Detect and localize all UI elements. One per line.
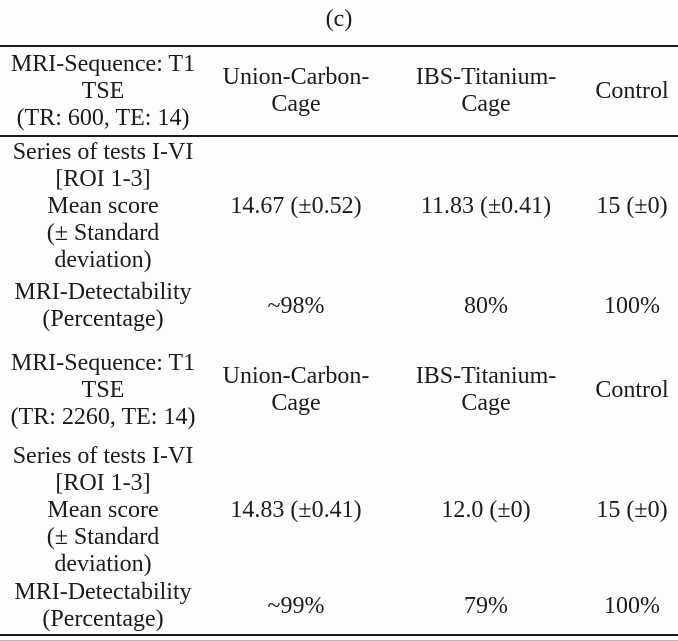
row-label-line: deviation) <box>54 551 152 577</box>
column-header-line: Control <box>595 376 669 403</box>
row-label-line: (± Standard <box>46 524 160 550</box>
column-header-line: IBS-Titanium- <box>415 64 557 90</box>
sequence-header-cell <box>0 51 206 132</box>
mean-score-row-tr600 <box>0 137 678 275</box>
row-label-detectability <box>0 579 206 633</box>
row-label-line: deviation) <box>54 246 152 273</box>
row-label-line: [ROI 1-3] <box>55 165 151 192</box>
sequence-line-3: (TR: 600, TE: 14) <box>16 104 190 131</box>
detectability-union-carbon-tr2260: ~99% <box>267 592 325 619</box>
detectability-ibs-titanium-tr600: 80% <box>464 292 508 319</box>
mean-score-ibs-titanium-tr600: 11.83 (±0.41) <box>420 192 552 219</box>
mri-results-table <box>0 45 678 636</box>
mean-score-control-tr2260: 15 (±0) <box>596 497 668 523</box>
mean-score-union-carbon-tr600: 14.67 (±0.52) <box>230 192 362 219</box>
column-header-control <box>586 78 678 105</box>
header-row-tr600 <box>0 47 678 137</box>
column-header-line: IBS-Titanium- <box>415 363 557 389</box>
sequence-line-2: TSE <box>81 376 125 403</box>
row-label-line: [ROI 1-3] <box>55 470 151 496</box>
column-header-line: Cage <box>271 91 321 117</box>
row-label-line: MRI-Detectability <box>14 279 192 305</box>
detectability-row-tr600 <box>0 275 678 337</box>
sequence-line-1: MRI-Sequence: T1 <box>10 50 196 77</box>
row-label-line: (Percentage) <box>42 306 164 332</box>
row-label-line: MRI-Detectability <box>14 579 192 605</box>
column-header-union-carbon-cage <box>206 363 386 417</box>
column-header-line: Union-Carbon- <box>222 363 370 389</box>
column-header-line: Control <box>595 77 669 104</box>
column-header-ibs-titanium-cage <box>386 363 586 417</box>
row-label-mean-score <box>0 139 206 274</box>
detectability-union-carbon-tr600: ~98% <box>267 292 325 319</box>
row-label-mean-score <box>0 443 206 578</box>
column-header-line: Cage <box>271 390 321 416</box>
column-header-union-carbon-cage <box>206 64 386 118</box>
mean-score-ibs-titanium-tr2260: 12.0 (±0) <box>441 497 531 523</box>
column-header-control <box>586 377 678 404</box>
mean-score-row-tr2260 <box>0 443 678 578</box>
column-header-line: Cage <box>461 91 511 117</box>
detectability-row-tr2260 <box>0 578 678 634</box>
subfigure-caption: (c) <box>325 6 353 32</box>
row-label-line: Mean score <box>47 497 159 523</box>
column-header-line: Union-Carbon- <box>222 64 370 90</box>
header-row-tr2260 <box>0 337 678 443</box>
sequence-line-1: MRI-Sequence: T1 <box>10 349 196 376</box>
mean-score-control-tr600: 15 (±0) <box>596 192 668 219</box>
detectability-control-tr600: 100% <box>604 292 660 319</box>
row-label-line: Series of tests I-VI <box>12 138 194 165</box>
column-header-ibs-titanium-cage <box>386 64 586 118</box>
row-label-detectability <box>0 279 206 333</box>
column-header-line: Cage <box>461 390 511 416</box>
row-label-line: Series of tests I-VI <box>12 443 194 469</box>
detectability-control-tr2260: 100% <box>604 592 660 619</box>
row-label-line: (Percentage) <box>42 606 164 632</box>
row-label-line: (± Standard <box>46 219 160 246</box>
detectability-ibs-titanium-tr2260: 79% <box>464 592 508 619</box>
sequence-header-cell <box>0 350 206 431</box>
mean-score-union-carbon-tr2260: 14.83 (±0.41) <box>230 497 362 523</box>
sequence-line-3: (TR: 2260, TE: 14) <box>10 403 196 430</box>
sequence-line-2: TSE <box>81 77 125 104</box>
row-label-line: Mean score <box>47 192 159 219</box>
